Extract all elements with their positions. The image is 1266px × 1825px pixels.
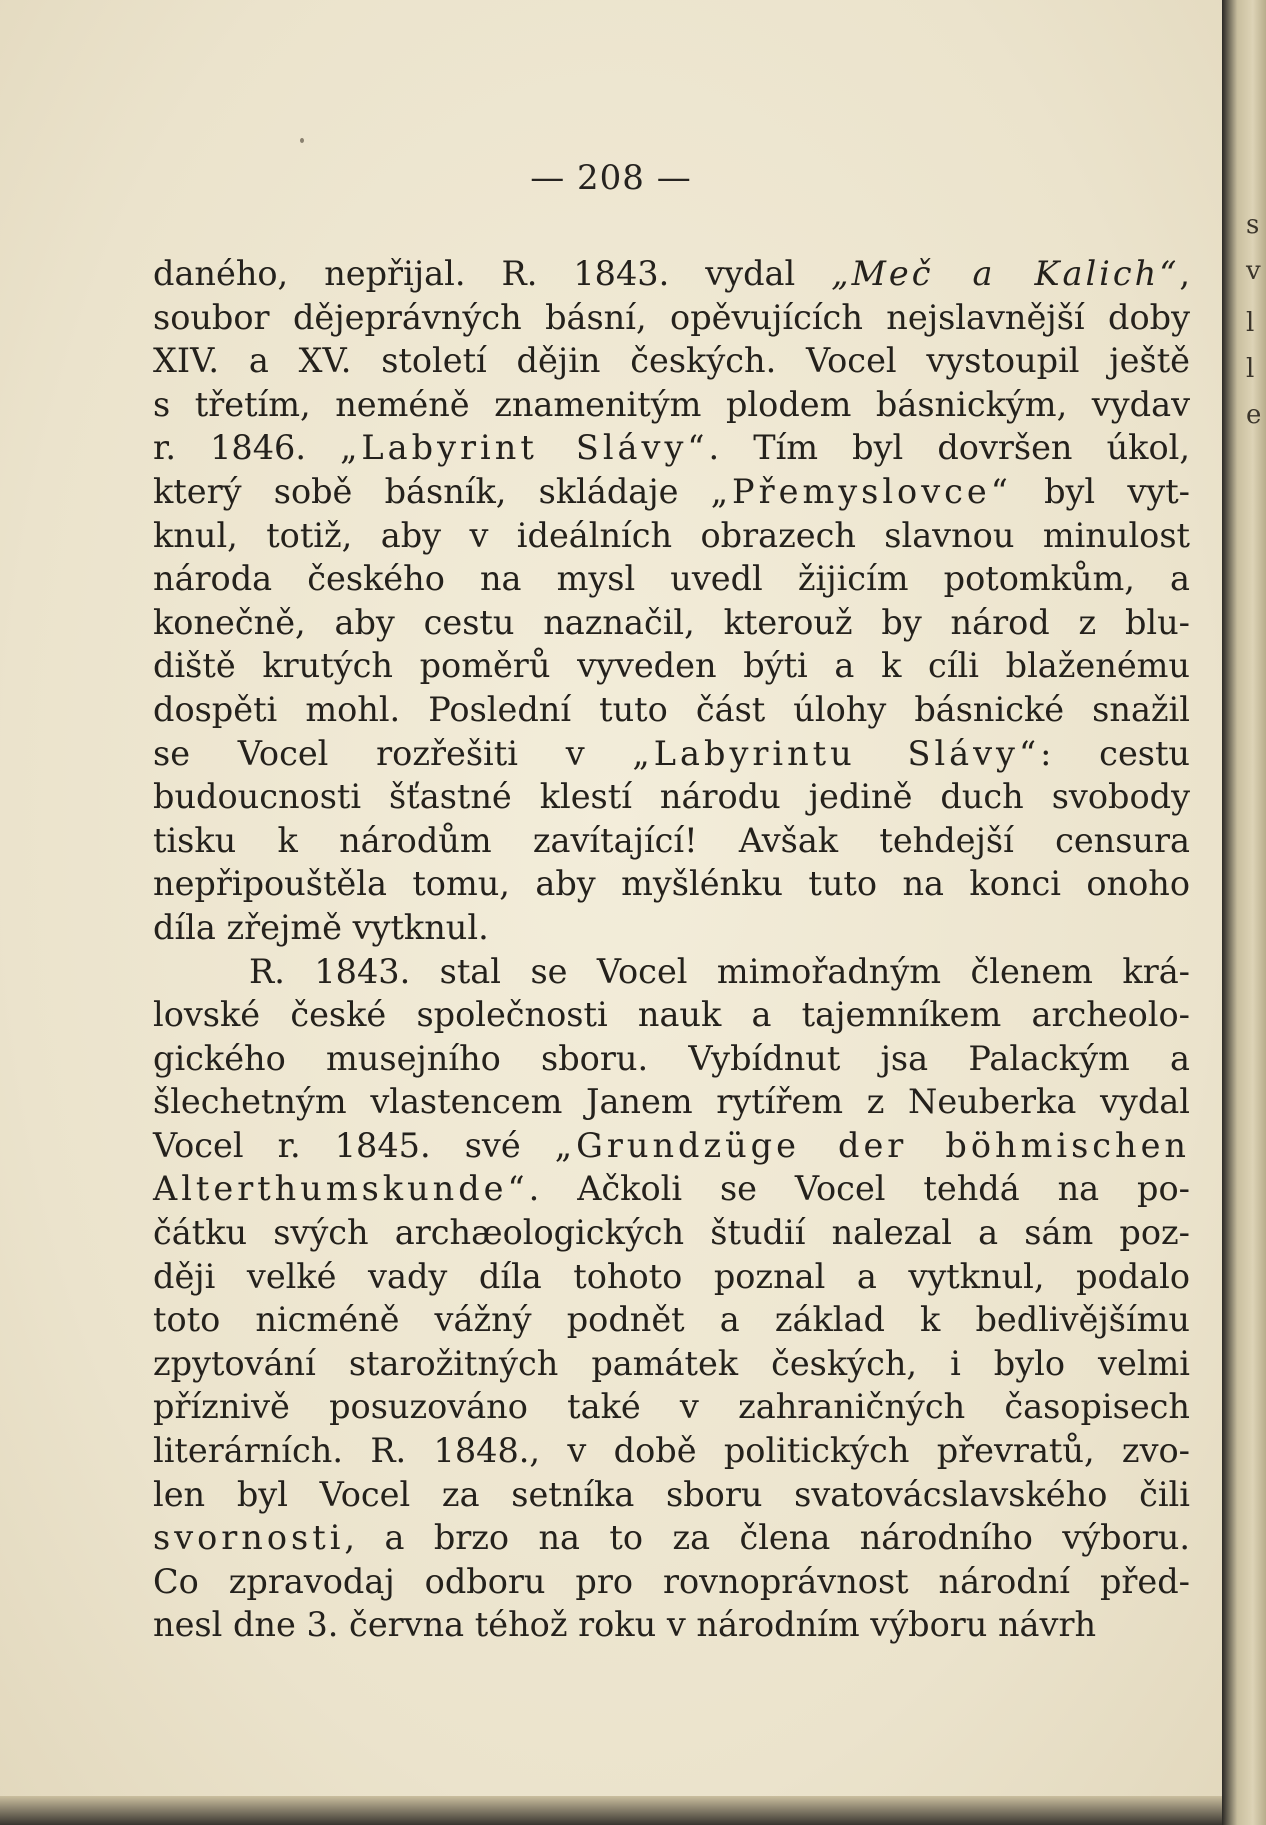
text-line xyxy=(153,1429,1190,1473)
text-run: toto nicméně vážný podnět a základ k bedlivějšímu xyxy=(153,1300,1190,1340)
text-run: nesl dne 3. června téhož roku v národním výboru návrh xyxy=(153,1605,1097,1645)
text-run: který sobě básník, skládaje xyxy=(153,471,711,511)
text-line xyxy=(153,1603,1190,1647)
spaced-title: „Přemyslovce“ xyxy=(710,471,1012,511)
text-line xyxy=(153,296,1190,340)
text-line xyxy=(153,1167,1190,1211)
text-line xyxy=(153,339,1190,383)
text-run: Vocel r. 1845. své xyxy=(153,1125,555,1165)
text-line xyxy=(153,732,1190,776)
text-run: budoucnosti šťastné klestí národu jedině duch svobody xyxy=(153,777,1190,817)
text-run: gického musejního sboru. Vybídnut jsa Palackým a xyxy=(153,1038,1190,1078)
text-run: r. 1846. xyxy=(153,428,341,468)
text-run: nepřipouštěla tomu, aby myšlénku tuto na konci onoho xyxy=(153,864,1190,904)
text-run: len byl Vocel za setníka sboru svatovácslavského čili xyxy=(153,1474,1190,1514)
spaced-title: svornosti xyxy=(153,1518,345,1558)
text-line xyxy=(153,1385,1190,1429)
spaced-title: Alterthumskunde“ xyxy=(153,1169,529,1209)
body-text xyxy=(153,252,1190,1647)
text-line xyxy=(153,950,1190,994)
margin-glyph: s xyxy=(1246,210,1260,240)
text-run: XIV. a XV. století dějin českých. Vocel vystoupil ještě xyxy=(153,341,1190,381)
text-line xyxy=(153,993,1190,1037)
text-line xyxy=(153,426,1190,470)
text-line xyxy=(153,1342,1190,1386)
text-run: šlechetným vlastencem Janem rytířem z Neuberka vydal xyxy=(153,1082,1190,1122)
ink-speck xyxy=(300,138,304,143)
italic-title: „Meč a Kalich“ xyxy=(831,254,1180,293)
text-line xyxy=(153,1211,1190,1255)
text-line xyxy=(153,1298,1190,1342)
text-line xyxy=(153,601,1190,645)
text-run: příznivě posuzováno také v zahraničných časopisech xyxy=(153,1387,1190,1427)
text-line xyxy=(153,383,1190,427)
text-line xyxy=(153,557,1190,601)
text-run: diště krutých poměrů vyveden býti a k cíli blaženému xyxy=(153,646,1190,686)
text-line xyxy=(153,252,1190,296)
text-run: byl vyt- xyxy=(1011,471,1191,511)
text-run: národa českého na mysl uvedl žijicím potomkům, a xyxy=(153,559,1190,599)
text-line xyxy=(153,1124,1190,1168)
text-line xyxy=(153,1080,1190,1124)
margin-glyph: e xyxy=(1246,400,1262,430)
text-run: , xyxy=(1179,254,1191,293)
text-run: zpytování starožitných památek českých, i bylo velmi xyxy=(153,1343,1190,1383)
text-run: R. 1843. stal se Vocel mimořadným členem krá- xyxy=(249,951,1190,991)
text-run: s třetím, neméně znamenitým plodem básnickým, vydav xyxy=(153,384,1190,424)
text-run: Co zpravodaj odboru pro rovnoprávnost národní před- xyxy=(153,1561,1190,1601)
text-run: . Ačkoli se Vocel tehdá na po- xyxy=(528,1169,1190,1209)
text-line xyxy=(153,470,1190,514)
text-run: dospěti mohl. Poslední tuto část úlohy básnické snažil xyxy=(153,689,1190,729)
text-line xyxy=(153,906,1190,950)
text-line xyxy=(153,1516,1190,1560)
facing-page-edge xyxy=(1222,0,1266,1825)
text-run: literárních. R. 1848., v době politických převratů, zvo- xyxy=(153,1431,1190,1471)
text-run: ději velké vady díla tohoto poznal a vytknul, podalo xyxy=(153,1256,1190,1296)
text-line xyxy=(153,819,1190,863)
page-bottom-edge xyxy=(0,1796,1222,1825)
spaced-title: „Labyrintu Slávy“ xyxy=(632,733,1041,773)
text-run: čátku svých archæologických študií nalezal a sám poz- xyxy=(153,1213,1190,1253)
margin-glyph: l xyxy=(1246,308,1255,338)
text-run: lovské české společnosti nauk a tajemníkem archeolo- xyxy=(153,995,1190,1035)
page-number: — 208 — xyxy=(530,158,692,198)
text-run: : cestu xyxy=(1040,733,1190,773)
text-run: knul, totiž, aby v ideálních obrazech slavnou minulost xyxy=(153,515,1190,555)
text-line xyxy=(153,775,1190,819)
text-run: tisku k národům zavítající! Avšak tehdejší censura xyxy=(153,820,1190,860)
text-run: . Tím byl dovršen úkol, xyxy=(708,428,1190,468)
text-run: díla zřejmě vytknul. xyxy=(153,907,489,947)
spaced-title: „Labyrint Slávy“ xyxy=(340,428,709,468)
text-line xyxy=(153,644,1190,688)
spaced-title: „Grundzüge der böhmischen xyxy=(554,1125,1190,1165)
text-line xyxy=(153,862,1190,906)
text-line xyxy=(153,1255,1190,1299)
text-run: konečně, aby cestu naznačil, kterouž by národ z blu- xyxy=(153,602,1190,642)
margin-glyph: l xyxy=(1246,354,1255,384)
text-run: , a brzo na to za člena národního výboru. xyxy=(344,1518,1190,1558)
margin-glyph: v xyxy=(1246,256,1261,286)
text-line xyxy=(153,688,1190,732)
text-run: daného, nepřijal. R. 1843. vydal xyxy=(153,254,832,293)
text-line xyxy=(153,1560,1190,1604)
text-line xyxy=(153,514,1190,558)
text-line xyxy=(153,1473,1190,1517)
text-run: se Vocel rozřešiti v xyxy=(153,733,633,773)
text-run: soubor dějeprávných básní, opěvujících nejslavnější doby xyxy=(153,297,1190,337)
text-line xyxy=(153,1037,1190,1081)
